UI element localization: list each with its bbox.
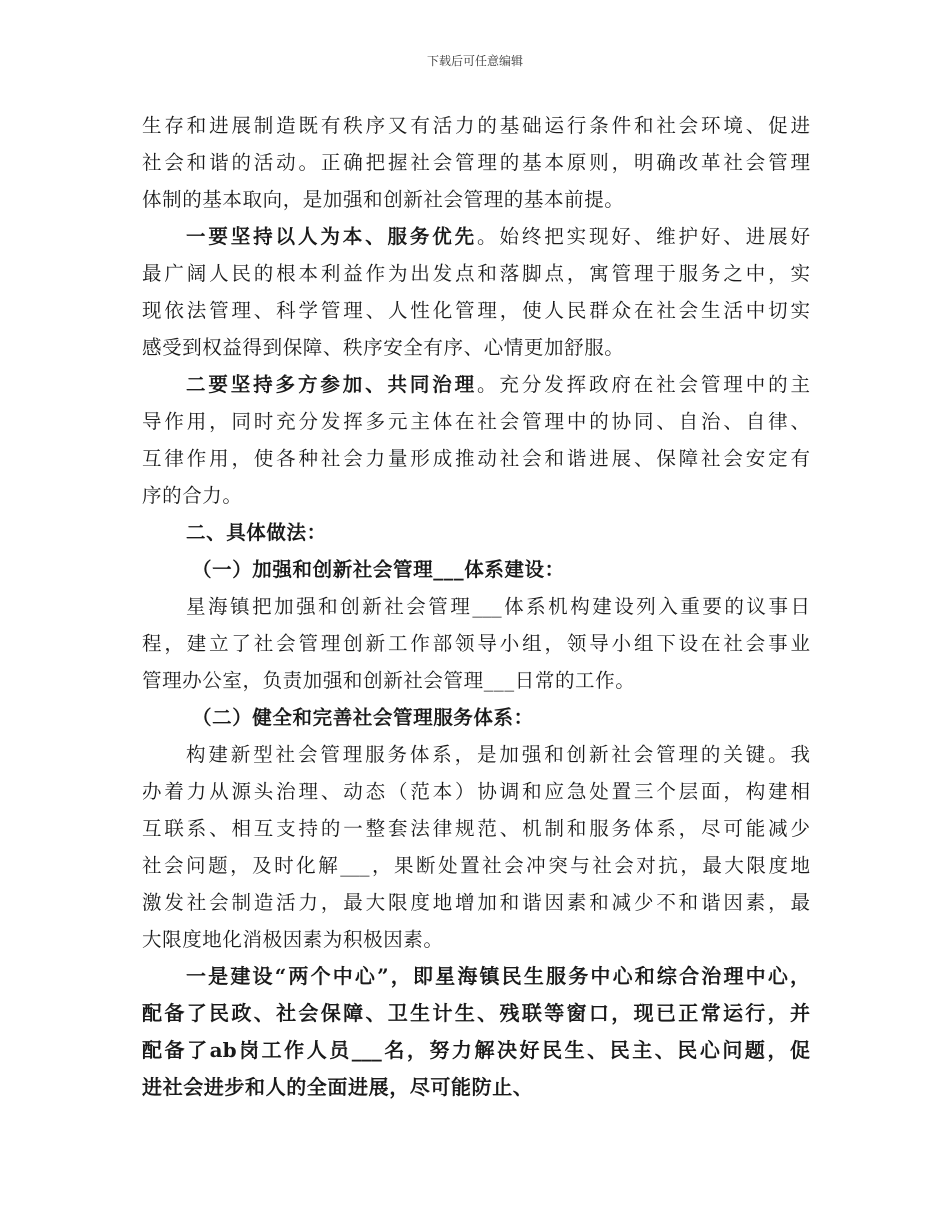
section-heading: 二、具体做法：: [186, 521, 327, 544]
paragraph-line: 最广阔人民的根本利益作为出发点和落脚点，寓管理于服务之中，实: [142, 262, 810, 285]
bold-heading-text: 二要坚持多方参加、共同治理: [186, 373, 478, 396]
bold-paragraph-line: 一是建设“两个中心”，即星海镇民生服务中心和综合治理中心，: [186, 964, 810, 988]
paragraph-line: 现依法管理、科学管理、人性化管理，使人民群众在社会生活中切实: [142, 299, 810, 322]
paragraph-line: 导作用，同时充分发挥多元主体在社会管理中的协同、自治、自律、: [142, 410, 810, 433]
subsection-heading: （一）加强和创新社会管理___体系建设：: [192, 558, 565, 581]
paragraph-line: 构建新型社会管理服务体系，是加强和创新社会管理的关键。我: [186, 743, 810, 766]
paragraph-line: [142, 366, 810, 403]
paragraph-line: 程，建立了社会管理创新工作部领导小组，领导小组下设在社会事业: [142, 632, 810, 655]
paragraph-line: 互联系、相互支持的一整套法律规范、机制和服务体系，尽可能减少: [142, 817, 810, 840]
paragraph-text: 。充分发挥政府在社会管理中的主: [477, 373, 810, 396]
paragraph-line: 社会和谐的活动。正确把握社会管理的基本原则，明确改革社会管理: [142, 151, 810, 174]
bold-paragraph-line: 配备了ab岗工作人员___名，努力解决好民生、民主、民心问题，促: [142, 1038, 810, 1062]
page-header: 下载后可任意编辑: [426, 54, 523, 68]
paragraph-line: 激发社会制造活力，最大限度地增加和谐因素和减少不和谐因素，最: [142, 891, 810, 914]
paragraph-line: 星海镇把加强和创新社会管理___体系机构建设列入重要的议事日: [186, 595, 810, 618]
paragraph-line: 管理办公室，负责加强和创新社会管理___日常的工作。: [142, 669, 636, 692]
bold-paragraph-line: 进社会进步和人的全面进展，尽可能防止、: [142, 1075, 534, 1099]
paragraph-line: 生存和进展制造既有秩序又有活力的基础运行条件和社会环境、促进: [142, 114, 810, 137]
paragraph-line: 体制的基本取向，是加强和创新社会管理的基本前提。: [142, 188, 625, 211]
paragraph-line: 大限度地化消极因素为积极因素。: [142, 928, 444, 951]
paragraph-line: [142, 218, 810, 255]
bold-heading-text: 一要坚持以人为本、服务优先: [186, 225, 478, 248]
subsection-heading: （二）健全和完善社会管理服务体系：: [192, 706, 534, 729]
document-body: [142, 107, 810, 1106]
paragraph-line: 社会问题，及时化解___，果断处置社会冲突与社会对抗，最大限度地: [142, 854, 810, 877]
paragraph-line: 互律作用，使各种社会力量形成推动社会和谐进展、保障社会安定有: [142, 447, 810, 470]
paragraph-line: 感受到权益得到保障、秩序安全有序、心情更加舒服。: [142, 336, 625, 359]
paragraph-text: 。始终把实现好、维护好、进展好: [477, 225, 810, 248]
paragraph-line: 办着力从源头治理、动态（范本）协调和应急处置三个层面，构建相: [142, 780, 810, 803]
paragraph-line: 序的合力。: [142, 484, 243, 507]
bold-paragraph-line: 配备了民政、社会保障、卫生计生、残联等窗口，现已正常运行，并: [142, 1001, 810, 1025]
